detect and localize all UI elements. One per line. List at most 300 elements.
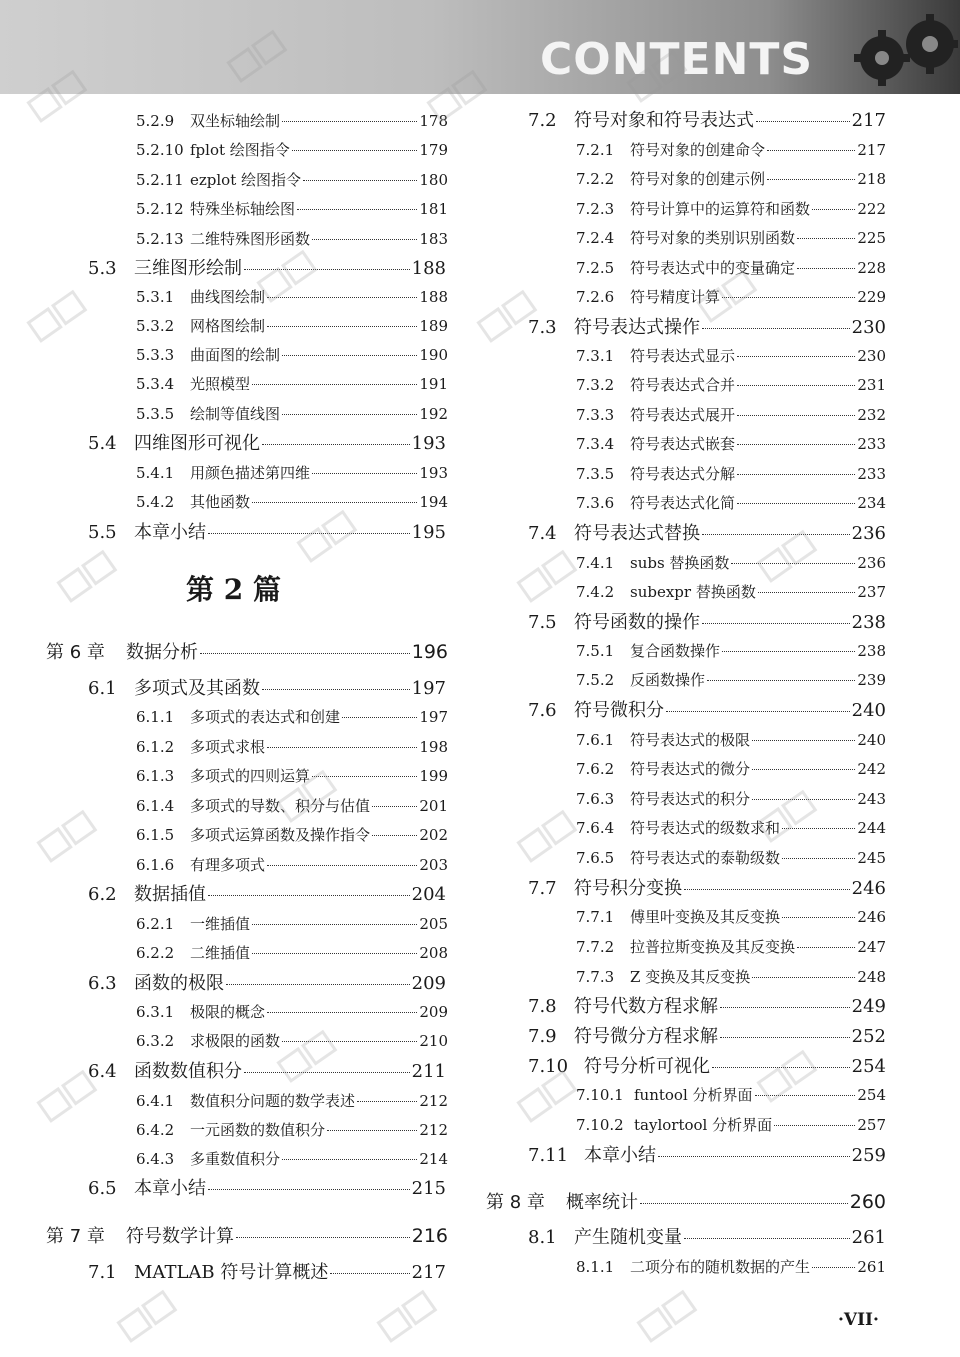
toc-entry [576,1256,886,1277]
toc-entry-title: 符号表达式的泰勒级数 [630,849,781,867]
dot-leader [282,355,417,356]
dot-leader [737,474,855,475]
toc-entry-number: 7.2 [528,110,557,131]
toc-entry-number: 7.5 [528,612,557,633]
toc-entry-number: 5.3.4 [136,375,175,393]
toc-entry-number: 6.4.3 [136,1150,175,1168]
toc-entry-title: 符号函数的操作 [574,612,700,633]
page-header-title: CONTENTS [540,34,814,85]
toc-entry-page: 259 [851,1145,886,1166]
toc-entry-number: 6.1.1 [136,708,175,726]
dot-leader [252,384,417,385]
toc-entry [576,581,886,602]
toc-entry-number: 6.1 [88,678,117,699]
toc-entry [528,1141,886,1167]
toc-entry-title: 符号数学计算 [126,1226,234,1247]
toc-entry-number: 7.10 [528,1056,569,1077]
toc-entry-number: 7.3.1 [576,347,615,365]
toc-entry-page: 242 [857,760,886,778]
toc-entry [576,404,886,425]
toc-entry-number: 7.7.1 [576,908,615,926]
toc-entry-page: 239 [857,671,886,689]
dot-leader [267,297,417,298]
toc-entry-title: 二项分布的随机数据的产生 [630,1258,811,1276]
toc-entry [136,139,448,160]
toc-entry-title: 二维插值 [190,944,251,962]
toc-entry [528,1052,886,1078]
toc-entry [576,492,886,513]
toc-entry-number: 7.6.2 [576,760,615,778]
toc-entry-page: 198 [419,738,448,756]
toc-entry-title: 符号计算中的运算符和函数 [630,200,811,218]
toc-entry-page: 248 [857,968,886,986]
toc-entry-number: 7.7 [528,878,557,899]
toc-entry-title: 符号对象的创建示例 [630,170,766,188]
toc-entry-title: fplot 绘图指令 [190,141,290,159]
dot-leader [782,858,855,859]
toc-entry-page: 240 [857,731,886,749]
dot-leader [236,1237,410,1238]
toc-entry-page: 188 [411,258,446,279]
toc-entry-number: 7.3.3 [576,406,615,424]
toc-entry [576,463,886,484]
toc-entry-number: 6.1.3 [136,767,175,785]
dot-leader [702,328,850,329]
toc-entry-page: 197 [419,708,448,726]
toc-entry-number: 5.2.11 [136,171,184,189]
toc-entry [576,374,886,395]
toc-entry-title: ezplot 绘图指令 [190,171,302,189]
dot-leader [731,563,855,564]
toc-entry-number: 7.3 [528,317,557,338]
toc-entry [136,913,448,934]
toc-entry-page: 229 [857,288,886,306]
toc-entry [88,254,446,280]
dot-leader [297,209,417,210]
toc-entry-title: 多项式求根 [190,738,266,756]
dot-leader [737,415,855,416]
toc-entry-page: 214 [419,1150,448,1168]
toc-entry-page: 218 [857,170,886,188]
toc-entry [88,429,446,455]
toc-entry-title: 符号微分方程求解 [574,1026,718,1047]
toc-entry-title: 一元函数的数值积分 [190,1121,326,1139]
watermark-mark [25,286,96,352]
toc-entry-page: 238 [857,642,886,660]
toc-entry [136,198,448,219]
toc-entry [576,906,886,927]
dot-leader [244,1072,410,1073]
toc-entry [528,608,886,634]
toc-entry-page: 254 [851,1056,886,1077]
toc-entry-number: 7.3.4 [576,435,615,453]
toc-entry-title: 多项式运算函数及操作指令 [190,826,371,844]
toc-entry [136,854,448,875]
toc-entry-page: 236 [851,523,886,544]
toc-entry-number: 7.6.4 [576,819,615,837]
toc-entry [576,729,886,750]
toc-entry [46,1222,448,1248]
toc-entry-number: 5.3.2 [136,317,175,335]
toc-entry [576,640,886,661]
toc-entry-number: 5.5 [88,522,117,543]
dot-leader [208,1189,410,1190]
toc-entry-number: 7.10.1 [576,1086,624,1104]
toc-entry-page: 230 [857,347,886,365]
toc-entry-number: 7.6.5 [576,849,615,867]
toc-entry-page: 189 [419,317,448,335]
toc-entry [576,433,886,454]
dot-leader [226,984,410,985]
toc-entry [136,1030,448,1051]
dot-leader [797,268,855,269]
toc-entry-number: 7.3.5 [576,465,615,483]
toc-entry-number: 6.1.5 [136,826,175,844]
toc-entry-number: 7.2.5 [576,259,615,277]
toc-entry-page: 257 [857,1116,886,1134]
dot-leader [312,776,417,777]
toc-entry-number: 7.11 [528,1145,569,1166]
toc-entry [576,817,886,838]
toc-entry-number: 5.2.10 [136,141,184,159]
toc-entry [136,491,448,512]
dot-leader [244,269,410,270]
dot-leader [262,444,410,445]
dot-leader [267,865,417,866]
dot-leader [797,947,855,948]
toc-entry [88,969,446,995]
toc-entry [136,228,448,249]
dot-leader [684,1238,850,1239]
toc-entry [528,519,886,545]
toc-entry-number: 5.2.9 [136,112,175,130]
toc-entry-number: 7.2.4 [576,229,615,247]
toc-entry-title: 符号代数方程求解 [574,996,718,1017]
toc-entry-title: 符号表达式操作 [574,317,700,338]
toc-entry-number: 7.9 [528,1026,557,1047]
toc-entry-page: 216 [411,1225,448,1247]
toc-entry-title: 数据分析 [126,642,198,663]
toc-entry [88,1258,446,1284]
toc-entry-title: 网格图绘制 [190,317,266,335]
toc-entry-number: 7.6.3 [576,790,615,808]
toc-entry-number: 6.2.1 [136,915,175,933]
watermark-mark [515,806,586,872]
dot-leader [282,414,417,415]
dot-leader [292,150,418,151]
toc-entry-page: 197 [411,678,446,699]
toc-entry-title: 求极限的函数 [190,1032,281,1050]
toc-entry-title: 产生随机变量 [574,1227,682,1248]
toc-entry-title: 多项式的四则运算 [190,767,311,785]
toc-entry-title: 符号积分变换 [574,878,682,899]
toc-entry-number: 8.1 [528,1227,557,1248]
toc-entry-title: 二维特殊图形函数 [190,230,311,248]
toc-entry [576,139,886,160]
toc-entry-page: 245 [857,849,886,867]
toc-entry [46,638,448,664]
watermark-mark [515,546,586,612]
toc-entry-title: 符号表达式的积分 [630,790,751,808]
toc-entry-title: 拉普拉斯变换及其反变换 [630,938,796,956]
toc-entry [528,106,886,132]
toc-entry-page: 209 [419,1003,448,1021]
page-number: ·VII· [838,1310,879,1330]
dot-leader [752,977,855,978]
toc-entry [576,847,886,868]
toc-entry [576,1114,886,1135]
dot-leader [282,1041,417,1042]
toc-entry-page: 193 [411,433,446,454]
dot-leader [640,1203,848,1204]
toc-entry [576,227,886,248]
dot-leader [208,533,410,534]
toc-entry [136,286,448,307]
toc-entry-number: 7.10.2 [576,1116,624,1134]
dot-leader [658,1156,850,1157]
toc-entry-number: 第 6 章 [46,642,105,663]
toc-entry [136,1119,448,1140]
dot-leader [722,651,855,652]
dot-leader [200,653,410,654]
toc-entry-title: 多项式及其函数 [134,678,260,699]
toc-entry-title: 四维图形可视化 [134,433,260,454]
toc-entry-number: 7.1 [88,1262,117,1283]
toc-entry-number: 7.2.3 [576,200,615,218]
toc-entry-title: 函数的极限 [134,973,224,994]
toc-entry-page: 247 [857,938,886,956]
toc-entry-title: Z 变换及其反变换 [630,968,751,986]
toc-entry-title: 数值积分问题的数学表述 [190,1092,356,1110]
toc-entry-page: 217 [851,110,886,131]
toc-entry [528,992,886,1018]
toc-entry [576,788,886,809]
toc-entry [88,1174,446,1200]
toc-entry-title: 三维图形绘制 [134,258,242,279]
toc-entry-number: 8.1.1 [576,1258,615,1276]
toc-entry-number: 5.3.3 [136,346,175,364]
toc-entry-number: 7.2.1 [576,141,615,159]
toc-entry [528,696,886,722]
toc-entry [576,168,886,189]
dot-leader [282,1159,417,1160]
dot-leader [252,502,417,503]
toc-entry-number: 7.3.6 [576,494,615,512]
toc-entry-title: taylortool 分析界面 [634,1116,773,1134]
dot-leader [312,473,417,474]
toc-entry-title: 函数数值积分 [134,1061,242,1082]
toc-entry [136,169,448,190]
toc-entry-number: 7.3.2 [576,376,615,394]
dot-leader [752,740,855,741]
toc-entry-number: 7.2.2 [576,170,615,188]
toc-entry-number: 7.4 [528,523,557,544]
toc-entry-title: 傅里叶变换及其反变换 [630,908,781,926]
toc-entry-page: 208 [419,944,448,962]
toc-entry [136,824,448,845]
toc-entry-page: 209 [411,973,446,994]
toc-entry-page: 191 [419,375,448,393]
toc-entry [576,198,886,219]
toc-entry [136,1148,448,1169]
toc-entry-title: 符号对象的类别识别函数 [630,229,796,247]
toc-entry-title: 一维插值 [190,915,251,933]
toc-entry-number: 7.7.3 [576,968,615,986]
toc-entry-page: 181 [419,200,448,218]
toc-entry [136,795,448,816]
toc-entry-number: 7.4.2 [576,583,615,601]
toc-entry-title: MATLAB 符号计算概述 [134,1262,329,1283]
toc-entry [528,313,886,339]
toc-entry-page: 202 [419,826,448,844]
toc-entry-title: 符号微积分 [574,700,664,721]
toc-entry [88,674,446,700]
toc-entry [576,936,886,957]
toc-entry-page: 212 [419,1121,448,1139]
toc-entry-page: 261 [857,1258,886,1276]
toc-entry-page: 228 [857,259,886,277]
dot-leader [720,1007,850,1008]
dot-leader [774,1125,855,1126]
dot-leader [702,534,850,535]
toc-entry [136,403,448,424]
dot-leader [702,623,850,624]
toc-entry-number: 7.6.1 [576,731,615,749]
dot-leader [342,717,417,718]
toc-entry-page: 215 [411,1178,446,1199]
toc-entry-title: 曲面图的绘制 [190,346,281,364]
toc-entry [136,462,448,483]
dot-leader [737,385,855,386]
toc-entry-page: 254 [857,1086,886,1104]
toc-entry-title: 有理多项式 [190,856,266,874]
toc-entry-number: 5.3 [88,258,117,279]
toc-entry [576,758,886,779]
toc-entry-page: 261 [851,1227,886,1248]
dot-leader [312,239,417,240]
toc-entry-number: 7.8 [528,996,557,1017]
toc-entry-page: 217 [857,141,886,159]
toc-entry-number: 第 7 章 [46,1226,105,1247]
toc-entry-title: 特殊坐标轴绘图 [190,200,296,218]
dot-leader [722,297,855,298]
dot-leader [797,238,855,239]
toc-entry-number: 7.6 [528,700,557,721]
toc-entry-title: 其他函数 [190,493,251,511]
toc-entry-page: 236 [857,554,886,572]
toc-entry-title: 符号表达式合并 [630,376,736,394]
toc-entry-number: 6.5 [88,1178,117,1199]
toc-entry-number: 第 8 章 [486,1192,545,1213]
toc-entry-page: 205 [419,915,448,933]
toc-entry-number: 7.5.2 [576,671,615,689]
toc-entry-title: 符号表达式分解 [630,465,736,483]
toc-entry-title: 光照模型 [190,375,251,393]
watermark-mark [115,1286,186,1352]
toc-entry-title: 多项式的表达式和创建 [190,708,341,726]
toc-entry-title: 符号表达式中的变量确定 [630,259,796,277]
toc-entry-title: 符号表达式嵌套 [630,435,736,453]
toc-entry [528,1223,886,1249]
toc-entry-page: 222 [857,200,886,218]
watermark-mark [375,1286,446,1352]
toc-entry-page: 180 [419,171,448,189]
toc-entry-title: 符号表达式展开 [630,406,736,424]
toc-entry [136,706,448,727]
toc-entry-number: 6.4.1 [136,1092,175,1110]
toc-entry-page: 190 [419,346,448,364]
dot-leader [666,711,850,712]
toc-entry-title: 符号对象的创建命令 [630,141,766,159]
toc-entry [136,110,448,131]
dot-leader [782,917,855,918]
toc-entry-title: 用颜色描述第四维 [190,464,311,482]
dot-leader [282,121,417,122]
toc-entry-page: 201 [419,797,448,815]
toc-entry-number: 6.3 [88,973,117,994]
toc-entry [576,552,886,573]
toc-entry [136,942,448,963]
toc-entry-number: 6.3.2 [136,1032,175,1050]
toc-entry-title: 本章小结 [134,1178,206,1199]
toc-entry-page: 178 [419,112,448,130]
toc-entry-number: 6.3.1 [136,1003,175,1021]
toc-entry-title: 本章小结 [584,1145,656,1166]
toc-entry-title: 多项式的导数、积分与估值 [190,797,371,815]
toc-entry-page: 243 [857,790,886,808]
toc-entry [486,1188,886,1214]
toc-entry-page: 199 [419,767,448,785]
toc-entry-title: 反函数操作 [630,671,706,689]
toc-entry [528,874,886,900]
toc-entry-page: 230 [851,317,886,338]
dot-leader [752,799,855,800]
toc-entry-page: 211 [411,1061,446,1082]
toc-entry [576,669,886,690]
toc-entry [576,966,886,987]
toc-entry-page: 194 [419,493,448,511]
toc-entry-page: 244 [857,819,886,837]
toc-entry-title: 符号精度计算 [630,288,721,306]
toc-entry-page: 212 [419,1092,448,1110]
dot-leader [737,503,855,504]
toc-entry-number: 6.2 [88,884,117,905]
toc-entry-page: 188 [419,288,448,306]
toc-entry [576,1084,886,1105]
toc-entry-page: 192 [419,405,448,423]
dot-leader [372,835,417,836]
toc-entry-page: 252 [851,1026,886,1047]
toc-entry-title: subexpr 替换函数 [630,583,756,601]
toc-entry [88,1057,446,1083]
toc-entry [136,1090,448,1111]
toc-entry-title: 曲线图绘制 [190,288,266,306]
toc-entry-number: 5.4.2 [136,493,175,511]
toc-entry-page: 234 [857,494,886,512]
dot-leader [303,180,417,181]
toc-entry-title: 概率统计 [566,1192,638,1213]
dot-leader [684,889,850,890]
toc-entry-number: 7.2.6 [576,288,615,306]
watermark-mark [35,806,106,872]
toc-entry-page: 240 [851,700,886,721]
toc-entry-page: 203 [419,856,448,874]
dot-leader [267,747,417,748]
dot-leader [267,1012,417,1013]
toc-entry-number: 6.2.2 [136,944,175,962]
toc-entry [528,1022,886,1048]
toc-entry [576,257,886,278]
